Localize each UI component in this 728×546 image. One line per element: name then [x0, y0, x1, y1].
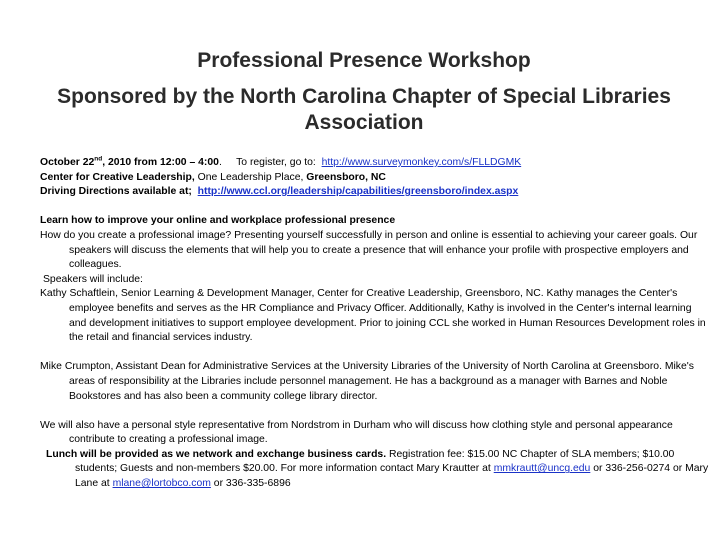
spacer — [40, 200, 710, 215]
speaker-1-bio: Kathy Schaftlein, Senior Learning & Development Manager, Center for Creative Leadership, Greensboro, NC. Kathy manages the Center's employee benefits and serves as the HR Compliance and Privacy Officer. Additionally, Kathy is involved in the Center's internal learning and development initiatives to support employee development. Prior to joining CCL she worked in Human Resources Development roles in the retail and financial services industry. — [40, 288, 706, 344]
register-link[interactable]: http://www.surveymonkey.com/s/FLLDGMK — [321, 157, 522, 168]
learn-heading: Learn how to improve your online and workplace professional presence — [40, 215, 396, 227]
event-date-line: October 22nd, 2010 from 12:00 – 4:00. To register, go to: http://www.surveymonkey.com/s/FLLDGMK — [40, 155, 522, 168]
style-rep-paragraph: We will also have a personal style representative from Nordstrom in Durham who will discuss how clothing style and personal appearance contribute to creating a professional image. — [40, 419, 673, 446]
email-link-krautter[interactable]: mmkrautt@uncg.edu — [493, 463, 591, 475]
directions-link[interactable]: http://www.ccl.org/leadership/capabilities/greensboro/index.aspx — [197, 186, 519, 198]
phone-text-2: or 336-335-6896 — [213, 478, 291, 490]
spacer — [40, 404, 710, 419]
document-body — [40, 156, 710, 492]
venue-city: Greensboro, NC — [306, 171, 386, 183]
page-subtitle: Sponsored by the North Carolina Chapter of Special Libraries Association — [57, 85, 671, 134]
venue-address: One Leadership Place, — [197, 171, 304, 183]
fee-text: Registration fee: $15.00 NC Chapter of SLA members; $10.00 students; Guests and non-members $20.00. For more information contact Mary Krautter at — [75, 448, 675, 475]
phone-text-1: or 336-256-0274 or Mary Lane at — [75, 463, 709, 490]
intro-paragraph: How do you create a professional image? Presenting yourself successfully in person and online is essential to achieving your career goals. Our speakers will discuss the elements that will help you to create a presence that will enhance your profile with prospective employers and colleagues. — [40, 229, 698, 271]
venue-name: Center for Creative Leadership, — [40, 171, 195, 183]
event-date: October 22nd, 2010 from 12:00 – 4:00 — [40, 155, 219, 168]
register-text: To register, go to: — [236, 157, 316, 168]
speaker-2-bio: Mike Crumpton, Assistant Dean for Administrative Services at the University Libraries of the University of North Carolina at Greensboro. Mike's areas of responsibility at the Libraries include personnel management. He has a background as a manager with Barnes and Noble Bookstores and has also been a community college library director. — [40, 361, 694, 402]
email-link-lane[interactable]: mlane@lortobco.com — [112, 478, 211, 490]
venue-line — [40, 171, 710, 186]
speakers-heading: Speakers will include: — [43, 273, 143, 285]
page-title: Professional Presence Workshop — [197, 49, 531, 72]
lunch-paragraph — [40, 448, 710, 492]
spacer — [40, 346, 710, 361]
directions-label: Driving Directions available at; — [40, 186, 192, 198]
lunch-bold: Lunch will be provided as we network and exchange business cards. — [46, 448, 387, 460]
directions-line — [40, 185, 710, 200]
